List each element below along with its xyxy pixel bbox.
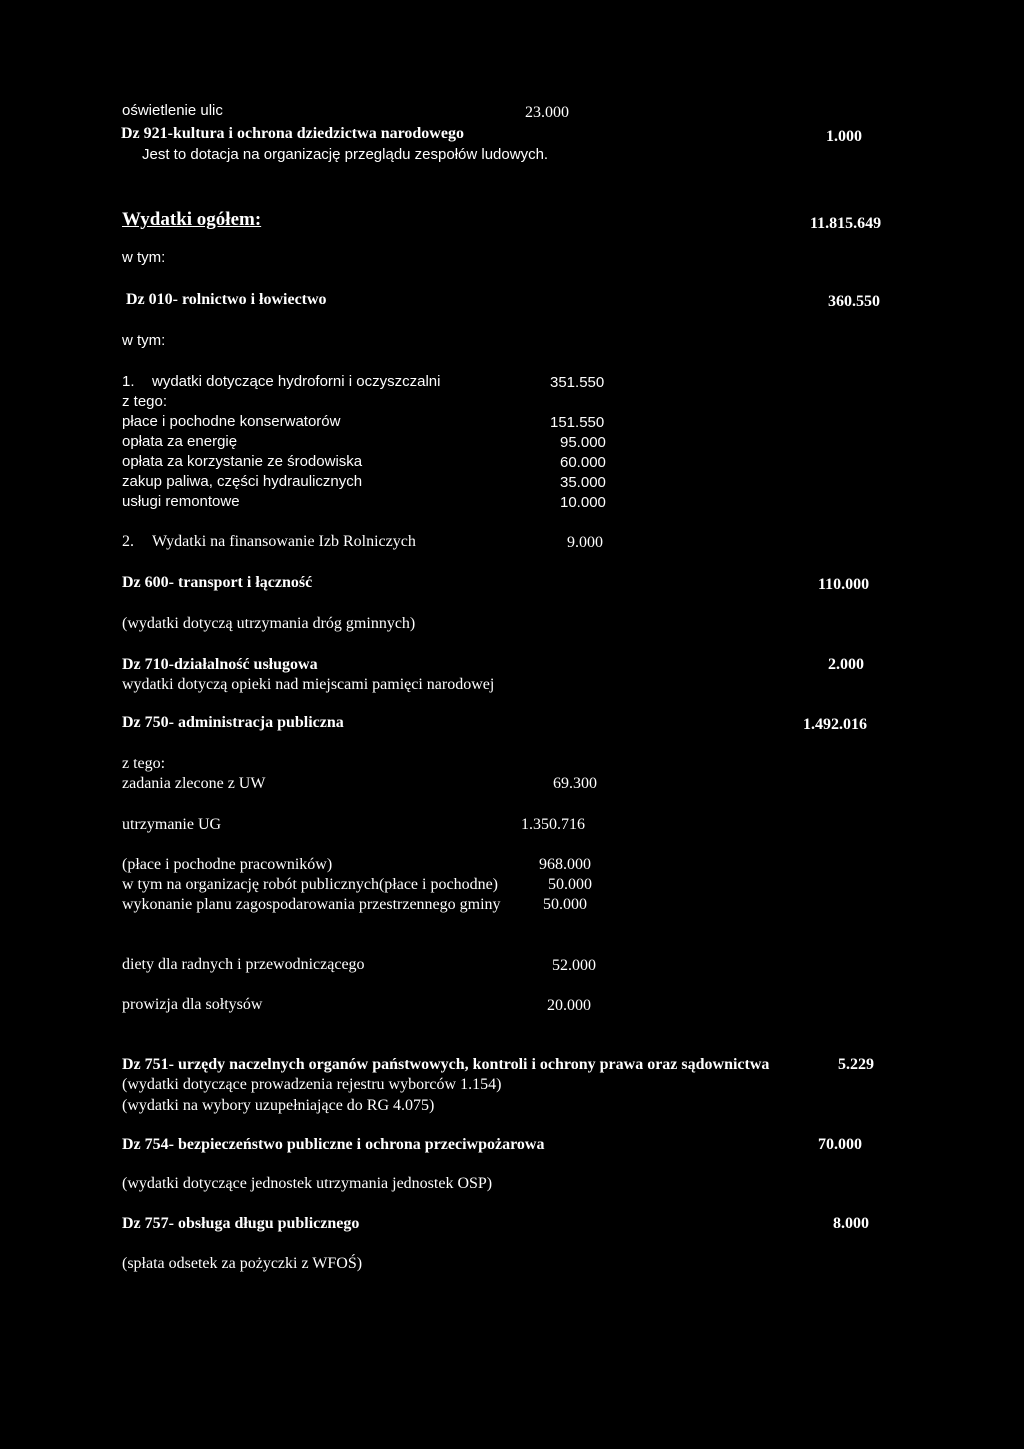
line-label: płace i pochodne konserwatorów [122, 413, 341, 430]
line-value: 351.550 [550, 374, 605, 391]
line-value: 60.000 [560, 454, 606, 471]
line-value: 69.300 [553, 775, 597, 792]
section-heading: Dz 710-działalność usługowa [122, 656, 318, 673]
line-label: Jest to dotacja na organizację przeglądu zespołów ludowych. [142, 146, 549, 163]
total-value: 11.815.649 [810, 215, 882, 232]
line-value: 151.550 [550, 414, 605, 431]
section-heading: Dz 750- administracja publiczna [122, 714, 344, 731]
line-label: (wydatki na wybory uzupełniające do RG 4.075) [122, 1097, 435, 1114]
line-value: 52.000 [552, 957, 596, 974]
item-number: 1. [122, 373, 135, 390]
section-heading: Dz 757- obsługa długu publicznego [122, 1215, 360, 1232]
section-heading: Dz 751- urzędy naczelnych organów państwowych, kontroli i ochrony prawa oraz sądownictwa [122, 1056, 770, 1073]
line-label: opłata za korzystanie ze środowiska [122, 453, 363, 470]
line-value: 35.000 [560, 474, 606, 491]
section-heading: Dz 754- bezpieczeństwo publiczne i ochrona przeciwpożarowa [122, 1136, 545, 1153]
line-label: w tym na organizację robót publicznych(płace i pochodne) [122, 876, 499, 893]
line-label: wydatki dotyczą opieki nad miejscami pamięci narodowej [122, 676, 495, 693]
line-label: wydatki dotyczące hydroforni i oczyszczalni [152, 373, 441, 390]
line-label: (wydatki dotyczące jednostek utrzymania jednostek OSP) [122, 1175, 493, 1192]
section-value: 70.000 [818, 1136, 862, 1153]
line-label: zakup paliwa, części hydraulicznych [122, 473, 363, 490]
item-number: 2. [122, 533, 134, 550]
line-value: 1.350.716 [521, 816, 585, 833]
section-value: 110.000 [818, 576, 870, 593]
line-value: 23.000 [525, 104, 569, 121]
section-value: 360.550 [828, 293, 880, 310]
line-value: 50.000 [548, 876, 592, 893]
line-label: w tym: [122, 332, 166, 349]
section-heading: Dz 600- transport i łączność [122, 574, 313, 591]
line-label: prowizja dla sołtysów [122, 996, 263, 1013]
line-label: (płace i pochodne pracowników) [122, 856, 333, 873]
section-value: 8.000 [833, 1215, 869, 1232]
section-value: 2.000 [828, 656, 864, 673]
line-label: opłata za energię [122, 433, 238, 450]
line-label: (wydatki dotyczą utrzymania dróg gminnych) [122, 615, 416, 632]
line-label: z tego: [122, 755, 166, 772]
line-label: diety dla radnych i przewodniczącego [122, 956, 365, 973]
line-label: z tego: [122, 393, 168, 410]
line-value: 20.000 [547, 997, 591, 1014]
line-value: 10.000 [560, 494, 606, 511]
total-heading: Wydatki ogółem: [122, 209, 262, 230]
line-label: zadania zlecone z UW [122, 775, 266, 792]
line-label: wykonanie planu zagospodarowania przestrzennego gminy [122, 896, 501, 913]
line-label: utrzymanie UG [122, 816, 222, 833]
section-heading: Dz 010- rolnictwo i łowiectwo [126, 291, 327, 308]
line-value: 9.000 [567, 534, 603, 551]
line-label: (spłata odsetek za pożyczki z WFOŚ) [122, 1255, 363, 1272]
section-value: 1.000 [826, 128, 862, 145]
line-label: oświetlenie ulic [122, 102, 223, 119]
section-value: 5.229 [838, 1056, 874, 1073]
section-value: 1.492.016 [803, 716, 867, 733]
line-value: 50.000 [543, 896, 587, 913]
line-label: usługi remontowe [122, 493, 240, 510]
line-value: 968.000 [539, 856, 591, 873]
line-value: 95.000 [560, 434, 606, 451]
line-label: (wydatki dotyczące prowadzenia rejestru wyborców 1.154) [122, 1076, 502, 1093]
line-label: Wydatki na finansowanie Izb Rolniczych [152, 533, 416, 550]
line-label: w tym: [122, 249, 166, 266]
section-heading: Dz 921-kultura i ochrona dziedzictwa narodowego [121, 125, 464, 142]
